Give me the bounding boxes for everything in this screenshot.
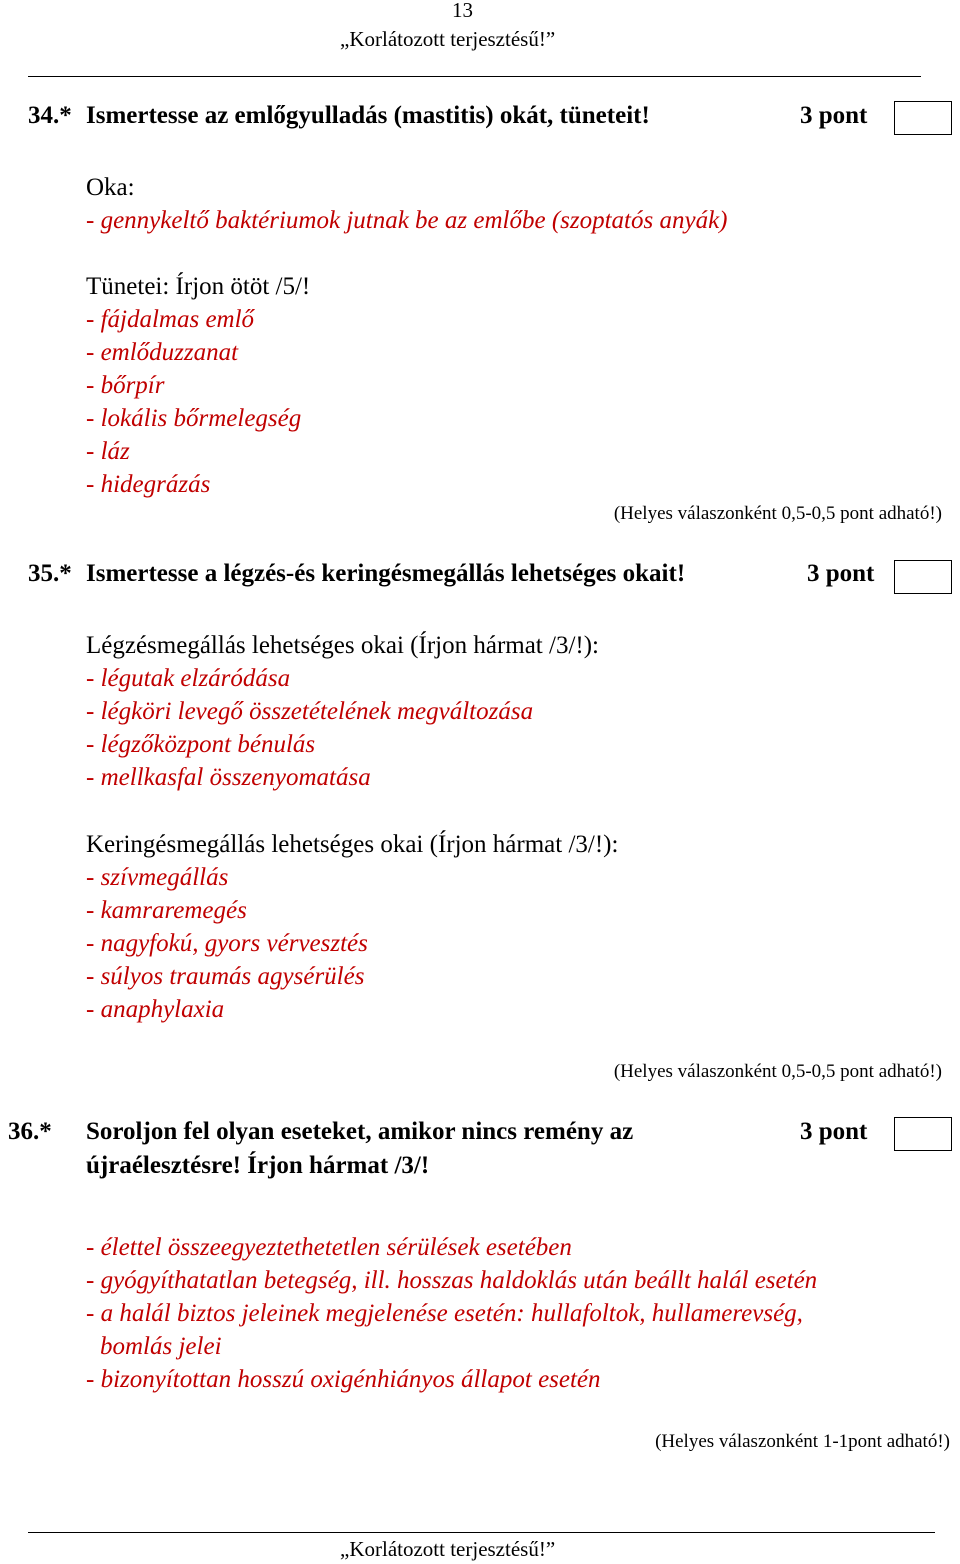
answer-item: - mellkasfal összenyomatása [86,764,371,791]
answer-list [86,662,533,794]
answer-item: - hidegrázás [86,471,211,498]
question-prompt-line2: újraélesztésre! Írjon hármat /3/! [86,1152,430,1179]
answer-item: - élettel összeegyeztethetetlen sérülések esetében [86,1234,572,1261]
answer-item: - légutak elzáródása [86,665,291,692]
question-prompt: Ismertesse az emlőgyulladás (mastitis) okát, tüneteit! [86,102,650,129]
answer-item: - a halál biztos jeleinek megjelenése esetén: hullafoltok, hullamerevség, [86,1300,803,1327]
score-box[interactable] [894,1117,952,1151]
answer-list [86,303,301,501]
header-rule [28,76,921,77]
answer-item: - bizonyítottan hosszú oxigénhiányos állapot esetén [86,1366,601,1393]
answer-list [86,861,368,1026]
question-prompt: Ismertesse a légzés-és keringésmegállás lehetséges okait! [86,560,686,587]
score-box[interactable] [894,560,952,594]
section-heading: Légzésmegállás lehetséges okai (Írjon hármat /3/!): [86,632,599,659]
section-heading: Oka: [86,174,135,201]
question-prompt-line1: Soroljon fel olyan eseteket, amikor nincs remény az [86,1118,634,1145]
distribution-notice: „Korlátozott terjesztésű!” [340,27,556,51]
answer-item: - légzőközpont bénulás [86,731,316,758]
answer-item: - lokális bőrmelegség [86,405,302,432]
answer-list [86,1231,817,1396]
answer-item: - anaphylaxia [86,996,225,1023]
question-points: 3 pont [807,560,875,587]
question-number: 34.* [28,102,72,129]
answer-item: - bőrpír [86,372,165,399]
answer-item: bomlás jelei [100,1333,222,1360]
answer-item: - láz [86,438,130,465]
page-number: 13 [452,0,473,22]
footer-rule [28,1532,935,1533]
answer-item: - nagyfokú, gyors vérvesztés [86,930,368,957]
question-points: 3 pont [800,1118,868,1145]
answer-item: - szívmegállás [86,864,229,891]
answer-item: - gyógyíthatatlan betegség, ill. hosszas haldoklás után beállt halál esetén [86,1267,818,1294]
answer-item: - súlyos traumás agysérülés [86,963,365,990]
scoring-note: (Helyes válaszonként 0,5-0,5 pont adható!) [613,1061,942,1082]
section-heading: Tünetei: Írjon ötöt /5/! [86,273,311,300]
footer-notice: „Korlátozott terjesztésű!” [340,1537,556,1561]
question-points: 3 pont [800,102,868,129]
question-number: 36.* [8,1118,52,1145]
answer-item: - kamraremegés [86,897,247,924]
question-number: 35.* [28,560,72,587]
section-heading: Keringésmegállás lehetséges okai (Írjon hármat /3/!): [86,831,619,858]
scoring-note: (Helyes válaszonként 0,5-0,5 pont adható!) [613,503,942,524]
scoring-note: (Helyes válaszonként 1-1pont adható!) [655,1431,950,1452]
answer-item: - fájdalmas emlő [86,306,255,333]
answer-item: - gennykeltő baktériumok jutnak be az emlőbe (szoptatós anyák) [86,207,728,234]
answer-item: - légköri levegő összetételének megváltozása [86,698,534,725]
answer-item: - emlőduzzanat [86,339,239,366]
score-box[interactable] [894,101,952,135]
